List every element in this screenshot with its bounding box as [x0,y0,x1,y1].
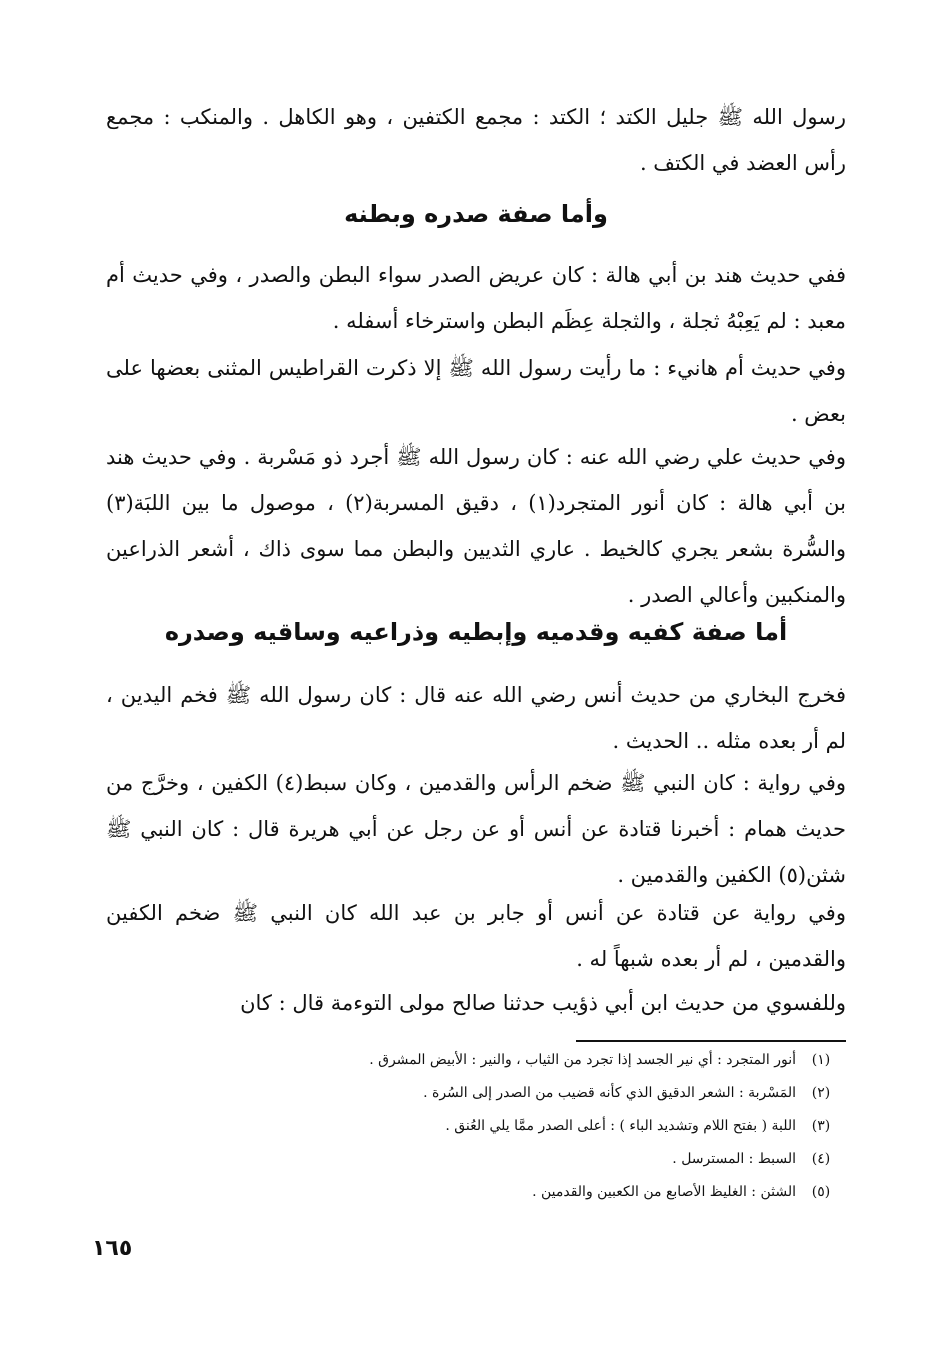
paragraph-text: وفي رواية عن قتادة عن أنس أو جابر بن عبد الله كان النبي ﷺ ضخم الكفين والقدمين ، لم أر بعده شبهاً له . [106,901,846,971]
paragraph-bukhari [106,672,846,764]
footnote-separator [576,1040,846,1042]
section-heading-chest-belly: وأما صفة صدره وبطنه [344,200,608,228]
paragraph-qatada [106,890,846,982]
paragraph-text: فخرج البخاري من حديث أنس رضي الله عنه قال : كان رسول الله ﷺ فخم اليدين ، لم أر بعده مثله .. الحديث . [106,683,846,753]
paragraph-riwaya-hammam [106,760,846,898]
paragraph-ali-hadith [106,434,846,618]
footnote-number: (٣) [811,1118,831,1134]
footnotes [106,1044,846,1209]
paragraph-text: وفي حديث أم هانيء : ما رأيت رسول الله ﷺ إلا ذكرت القراطيس المثنى بعضها على بعض . [106,356,846,426]
paragraph-hind-hadith [106,252,846,344]
paragraph-text: ففي حديث هند بن أبي هالة : كان عريض الصدر سواء البطن والصدر ، وفي حديث أم معبد : لم يَعِبْهُ ثجلة ، والثجلة عِظَم البطن واسترخاء أسفله . [106,263,846,333]
paragraph-text: وفي رواية : كان النبي ﷺ ضخم الرأس والقدمين ، وكان سبط(٤) الكفين ، وخرَّج من حديث همام : أخبرنا قتادة عن أنس أو عن رجل عن أبي هريرة قال : كان النبي ﷺ شثن(٥) الكفين والقدمين . [106,771,846,887]
footnote-item [106,1110,846,1143]
footnote-text: السبط : المسترسل . [672,1151,796,1167]
footnote-number: (٢) [811,1085,831,1101]
footnote-number: (٥) [811,1184,831,1200]
footnote-item [106,1077,846,1110]
footnote-text: الشثن : الغليظ الأصابع من الكعبين والقدمين . [532,1184,796,1200]
footnote-text: المَسْربة : الشعر الدقيق الذي كأنه قضيب من الصدر إلى السُرة . [423,1085,796,1101]
paragraph-text: وفي حديث علي رضي الله عنه : كان رسول الله ﷺ أجرد ذو مَسْربة . وفي حديث هند بن أبي هالة : كان أنور المتجرد(١) ، دقيق المسربة(٢) ، موصول ما بين اللبَة(٣) والسُّرة بشعر يجري كالخيط . عاري الثديين والبطن مما سوى ذاك ، أشعر الذراعين والمنكبين وأعالي الصدر . [106,445,846,607]
footnote-item [106,1143,846,1176]
page-number: ١٦٥ [92,1236,133,1261]
footnote-text: اللبة ( بفتح اللام وتشديد الباء ) : أعلى الصدر ممَّا يلي العُنق . [445,1118,796,1134]
paragraph-fasawi [106,980,846,1026]
section-heading-hands-feet: أما صفة كفيه وقدميه وإبطيه وذراعيه وساقيه وصدره [164,618,788,646]
footnote-item [106,1176,846,1209]
paragraph-text: رسول الله ﷺ جليل الكتد ؛ الكتد : مجمع الكتفين ، وهو الكاهل . والمنكب : مجمع رأس العضد في الكتف . [106,105,846,175]
paragraph-shoulder [106,94,846,186]
footnote-item [106,1044,846,1077]
footnote-number: (٤) [811,1151,831,1167]
footnote-number: (١) [811,1052,831,1068]
footnote-text: أنور المتجرد : أي نير الجسد إذا تجرد من الثياب ، والنير : الأبيض المشرق . [369,1052,796,1068]
paragraph-umm-hani [106,345,846,437]
paragraph-text: وللفسوي من حديث ابن أبي ذؤيب حدثنا صالح مولى التوءمة قال : كان [240,991,846,1015]
